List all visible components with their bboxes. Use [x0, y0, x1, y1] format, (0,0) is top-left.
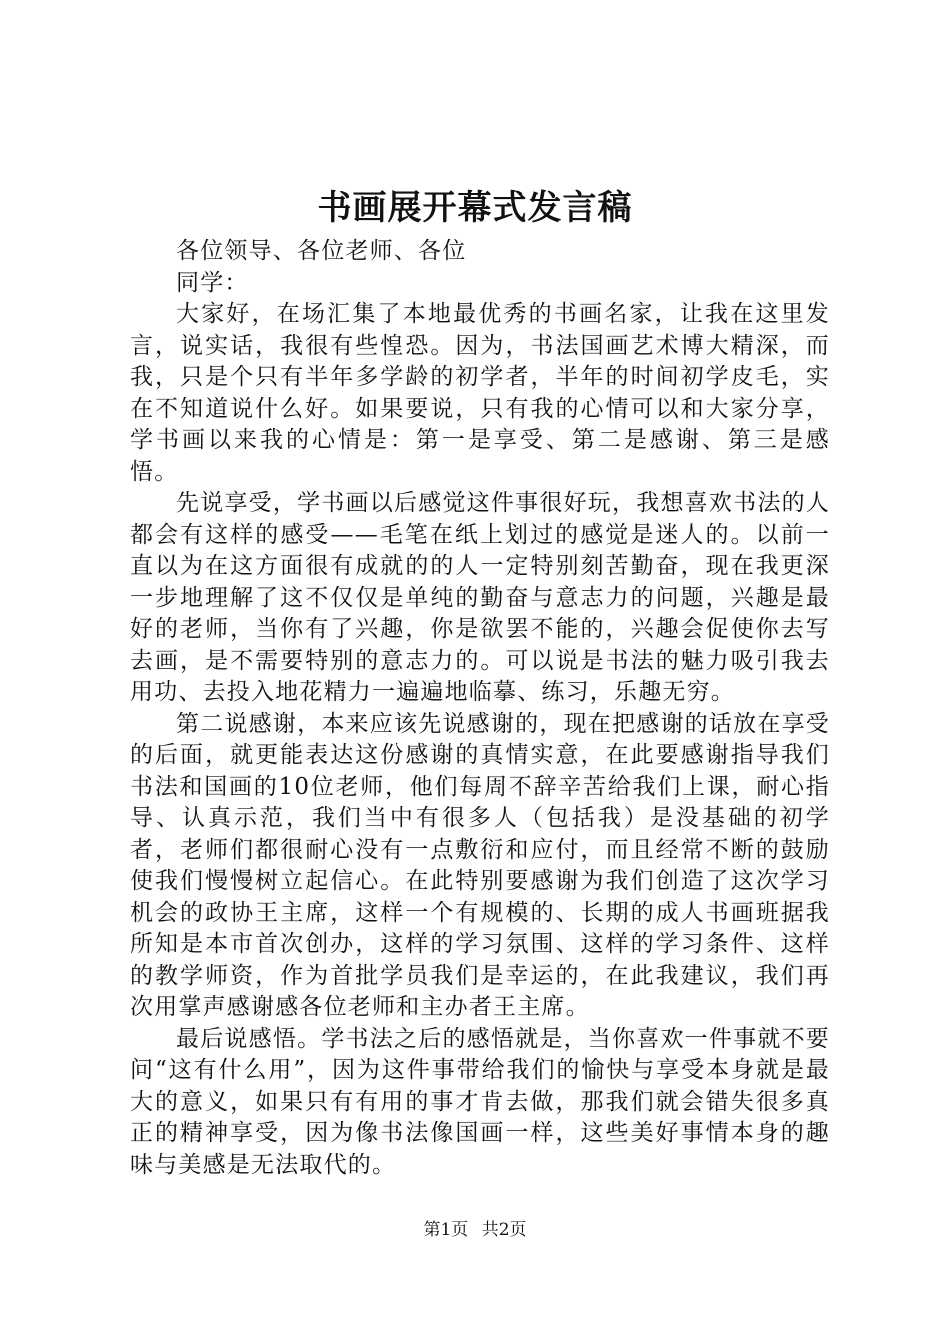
page-number: 第1页 [423, 1220, 469, 1240]
page-footer [0, 1218, 950, 1242]
page-total: 共2页 [481, 1220, 527, 1240]
salutation-line-1: 各位领导、各位老师、各位 [176, 238, 467, 264]
paragraph-greeting: 大家好，在场汇集了本地最优秀的书画名家，让我在这里发言，说实话，我很有些惶恐。因为，书法国画艺术博大精深，而我，只是个只有半年多学龄的初学者，半年的时间初学皮毛，实在不知道说什么好。如果要说，只有我的心情可以和大家分享，学书画以来我的心情是：第一是享受、第二是感谢、第三是感悟。 [130, 301, 830, 485]
salutation [130, 236, 830, 299]
salutation-line-2: 同学： [176, 269, 249, 296]
paragraph-gratitude: 第二说感谢，本来应该先说感谢的，现在把感谢的话放在享受的后面，就更能表达这份感谢的真情实意，在此要感谢指导我们书法和国画的10位老师，他们每周不辞辛苦给我们上课，耐心指导、认真示范，我们当中有很多人（包括我）是没基础的初学者，老师们都很耐心没有一点敷衍和应付，而且经常不断的鼓励使我们慢慢树立起信心。在此特别要感谢为我们创造了这次学习机会的政协王主席，这样一个有规模的、长期的成人书画班据我所知是本市首次创办，这样的学习氛围、这样的学习条件、这样的教学师资，作为首批学员我们是幸运的，在此我建议，我们再次用掌声感谢感各位老师和主办者王主席。 [130, 710, 830, 1020]
document-body [130, 236, 830, 1181]
paragraph-insight: 最后说感悟。学书法之后的感悟就是，当你喜欢一件事就不要问“这有什么用”，因为这件事带给我们的愉快与享受本身就是最大的意义，如果只有有用的事才肯去做，那我们就会错失很多真正的精神享受，因为像书法像国画一样，这些美好事情本身的趣味与美感是无法取代的。 [130, 1025, 830, 1178]
paragraph-enjoyment: 先说享受，学书画以后感觉这件事很好玩，我想喜欢书法的人都会有这样的感受——毛笔在纸上划过的感觉是迷人的。以前一直以为在这方面很有成就的的人一定特别刻苦勤奋，现在我更深一步地理解了这不仅仅是单纯的勤奋与意志力的问题，兴趣是最好的老师，当你有了兴趣，你是欲罢不能的，兴趣会促使你去写去画，是不需要特别的意志力的。可以说是书法的魅力吸引我去用功、去投入地花精力一遍遍地临摹、练习，乐趣无穷。 [130, 490, 830, 705]
document-title: 书画展开幕式发言稿 [317, 188, 633, 228]
